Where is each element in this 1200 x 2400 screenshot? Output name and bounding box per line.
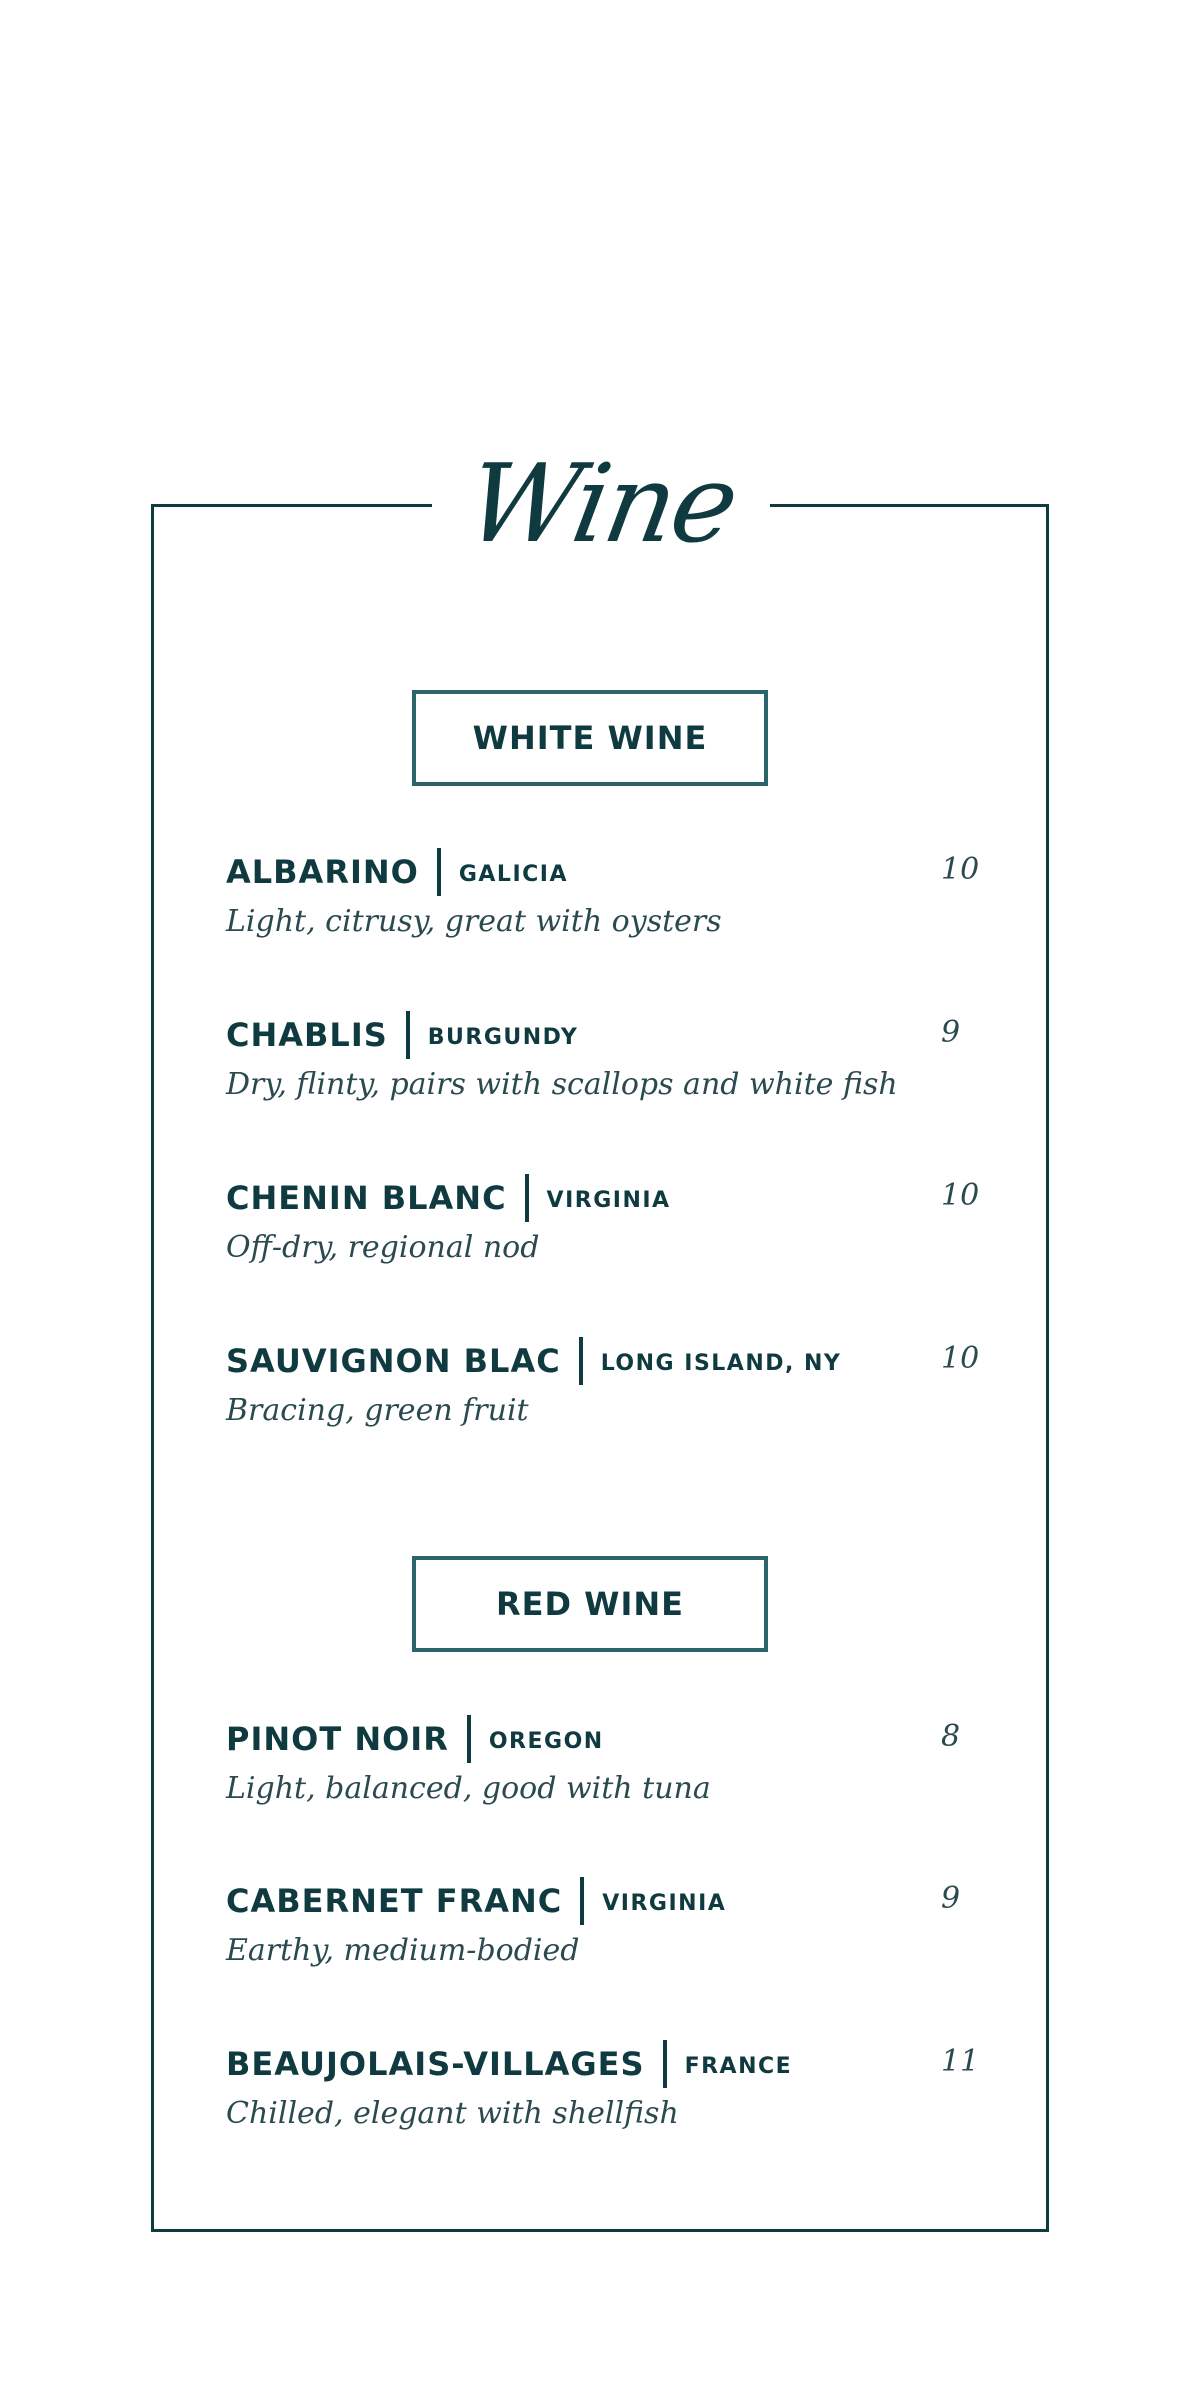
item-price: 10 (941, 1178, 980, 1213)
item-description: Light, citrusy, great with oysters (226, 904, 722, 939)
menu-item-sauvignon-blanc (226, 1333, 986, 1453)
section-header-red-wine (412, 1556, 768, 1652)
menu-item-pinot-noir (226, 1711, 986, 1831)
item-price: 9 (941, 1015, 961, 1050)
menu-title: Wine (457, 442, 745, 567)
item-price: 10 (941, 852, 980, 887)
item-name: BEAUJOLAIS-VILLAGES (226, 2045, 645, 2083)
item-name: PINOT NOIR (226, 1720, 449, 1758)
item-description: Dry, flinty, pairs with scallops and white fish (226, 1067, 898, 1102)
section-header-white-wine (412, 690, 768, 786)
item-description: Earthy, medium-bodied (226, 1933, 580, 1968)
menu-item-beaujolais-villages (226, 2036, 986, 2156)
item-description: Chilled, elegant with shellfish (226, 2096, 679, 2131)
menu-item-chablis (226, 1007, 986, 1127)
item-region: BURGUNDY (427, 1024, 579, 1050)
menu-item-albarino (226, 844, 986, 964)
item-name: SAUVIGNON BLAC (226, 1342, 561, 1380)
item-separator (467, 1715, 471, 1763)
item-price: 8 (941, 1719, 961, 1754)
menu-item-cabernet-franc (226, 1873, 986, 1993)
item-region: OREGON (488, 1728, 604, 1754)
item-separator (579, 1337, 583, 1385)
item-price: 9 (941, 1881, 961, 1916)
item-region: VIRGINIA (546, 1187, 671, 1213)
item-price: 10 (941, 1341, 980, 1376)
item-separator (437, 848, 441, 896)
item-description: Off-dry, regional nod (226, 1230, 540, 1265)
item-region: GALICIA (458, 861, 568, 887)
item-separator (525, 1174, 529, 1222)
item-separator (663, 2040, 667, 2088)
item-description: Bracing, green fruit (226, 1393, 529, 1428)
item-region: VIRGINIA (602, 1890, 727, 1916)
menu-item-chenin-blanc (226, 1170, 986, 1290)
item-region: FRANCE (684, 2053, 793, 2079)
section-label: WHITE WINE (472, 719, 708, 757)
section-label: RED WINE (495, 1585, 685, 1623)
item-description: Light, balanced, good with tuna (226, 1771, 711, 1806)
item-name: ALBARINO (226, 853, 419, 891)
item-separator (580, 1877, 584, 1925)
item-separator (406, 1011, 410, 1059)
item-price: 11 (941, 2044, 980, 2079)
item-name: CHABLIS (226, 1016, 388, 1054)
item-name: CHENIN BLANC (226, 1179, 507, 1217)
item-region: LONG ISLAND, NY (600, 1350, 842, 1376)
item-name: CABERNET FRANC (226, 1882, 563, 1920)
